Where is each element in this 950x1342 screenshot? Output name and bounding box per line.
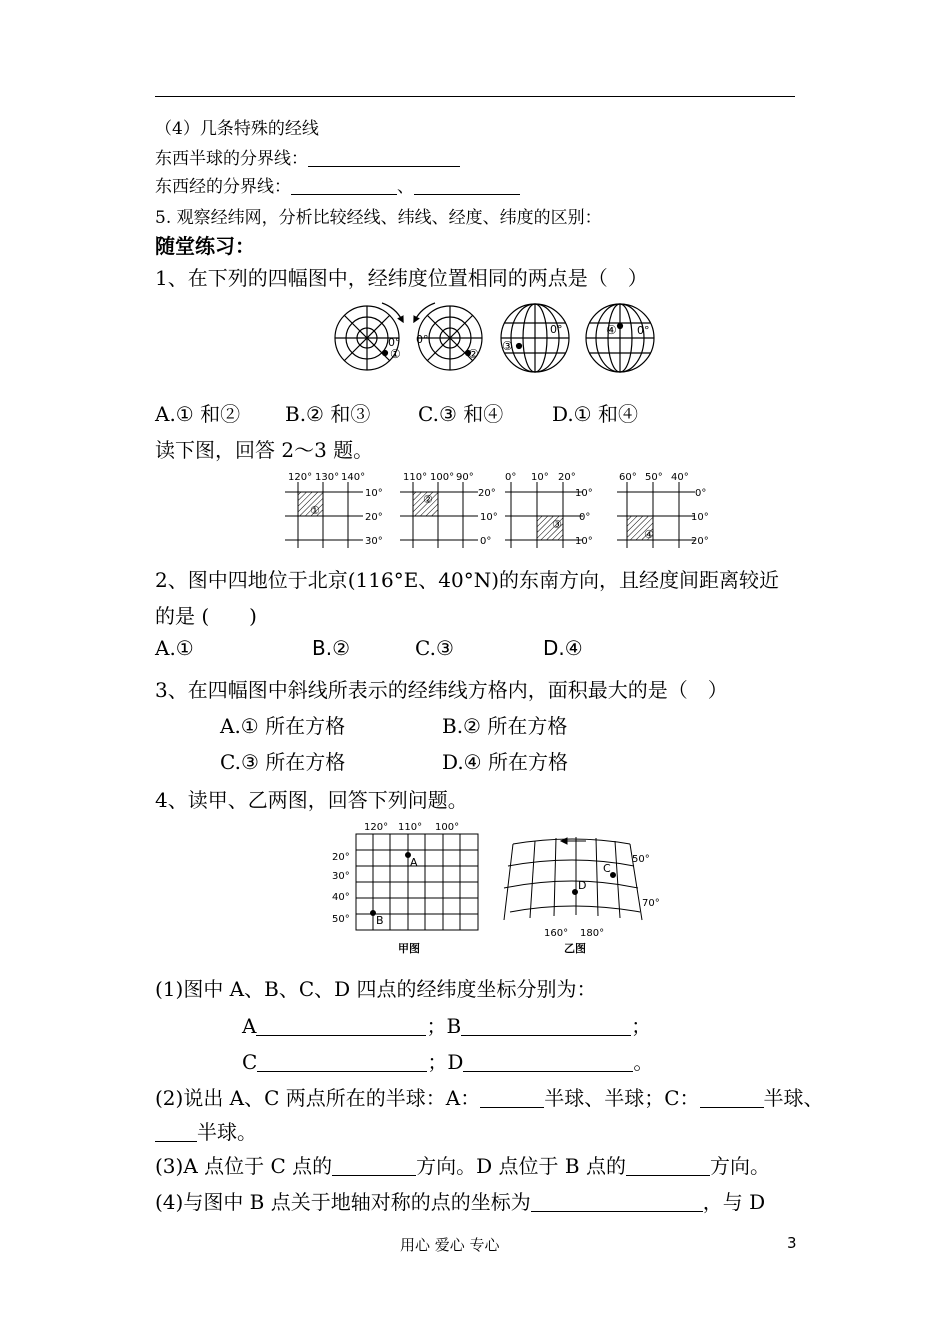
d2-zero: 0° [416,333,429,346]
jia-left-1: 30° [332,871,350,882]
q4-stem: 4、读甲、乙两图，回答下列问题。 [155,788,468,812]
q2-option-c[interactable]: C.③ [415,636,454,660]
grid2-mark: ② [423,493,433,506]
q4-p1-row1 [242,1010,651,1039]
footer-text: 用心 爱心 专心 [400,1236,500,1254]
grid3-mark: ③ [552,518,562,531]
q1-option-c[interactable]: C.③ 和④ [418,402,504,426]
d1-zero: 0° [388,336,401,349]
grid3-top-2: 20° [558,472,576,483]
jia-top-2: 100° [435,822,460,833]
section4-heading: （4）几条特殊的经线 [155,119,319,139]
q3-option-a[interactable]: A.① 所在方格 [220,714,346,738]
blank-p2-1[interactable] [480,1087,544,1108]
yi-caption: 乙图 [564,942,586,955]
jia-map [356,834,478,930]
grid3-right-2: 10° [575,536,593,547]
q4-p1: (1)图中 A、B、C、D 四点的经纬度坐标分别为： [155,977,597,1001]
section4-line2 [155,172,520,197]
d3-mark: ③ [502,339,513,353]
point-b-label: B [376,914,384,927]
blank-b[interactable] [461,1015,631,1036]
globe-diagram-3 [501,304,569,372]
grid1-right-0: 10° [365,488,383,499]
q3-stem: 3、在四幅图中斜线所表示的经纬线方格内，面积最大的是（ ） [155,678,728,702]
q3-option-d[interactable]: D.④ 所在方格 [442,750,568,774]
p4-a: (4)与图中 B 点关于地轴对称的点的坐标为 [155,1190,531,1214]
grid4-mark: ④ [644,528,654,541]
yi-bottom-0: 160° [544,928,569,939]
grid3-right-0: 10° [575,488,593,499]
blank-p2-2[interactable] [700,1087,764,1108]
q4-figure [328,818,668,960]
grid2-right-2: 0° [480,536,492,547]
blank-p3-2[interactable] [626,1155,710,1176]
grid1-right-1: 20° [365,512,383,523]
q4-p2-line2 [155,1116,257,1145]
grid2-top-2: 90° [456,472,474,483]
point-c-label: C [603,862,611,875]
q1-option-a[interactable]: A.① 和② [155,402,241,426]
yi-bottom-1: 180° [580,928,605,939]
p2-d: 半球。 [197,1120,257,1144]
grid4-right-1: 10° [691,512,709,523]
jia-top-1: 110° [398,822,423,833]
p2-a: (2)说出 A、C 两点所在的半球：A： [155,1086,481,1110]
p4-b: ，与 D [702,1190,766,1214]
yi-right-0: 50° [632,854,650,865]
blank-1[interactable] [308,149,460,167]
end-mark: 。 [633,1050,654,1074]
grid1-right-2: 30° [365,536,383,547]
jia-left-3: 50° [332,914,350,925]
grid4-top-0: 60° [619,472,637,483]
d2-mark: ② [468,347,479,361]
line2-text: 东西经的分界线： [155,177,291,197]
page-number: 3 [787,1234,797,1252]
q4-p1-row2 [242,1046,653,1075]
q4-p2 [155,1082,824,1111]
blank-p4[interactable] [531,1191,703,1212]
grid1-top-1: 130° [315,472,340,483]
semi-3: ； [427,1050,448,1074]
grid3-top-1: 10° [531,472,549,483]
q1-option-d[interactable]: D.① 和④ [552,402,638,426]
p2-b: 半球、半球；C： [544,1086,700,1110]
grid1-mark: ① [310,504,320,517]
d4-zero: 0° [637,324,650,337]
grid-4 [617,472,709,548]
blank-3[interactable] [414,177,520,195]
section4-line1 [155,144,460,169]
q3-option-b[interactable]: B.② 所在方格 [442,714,568,738]
jia-caption: 甲图 [398,942,420,955]
q2-option-b[interactable]: B.② [312,636,351,660]
q4-p4 [155,1186,765,1215]
q2-grids-figure [280,468,720,552]
grid4-top-1: 50° [645,472,663,483]
q2-option-d[interactable]: D.④ [543,636,583,660]
yi-map [504,837,642,920]
line2-sep: 、 [397,177,414,197]
grid3-top-0: 0° [505,472,517,483]
q1-option-b[interactable]: B.② 和③ [285,402,371,426]
grid-2 [400,472,498,548]
q2-stem-line2: 的是 ( ) [155,604,257,628]
grid4-top-2: 40° [671,472,689,483]
grid1-top-2: 140° [341,472,366,483]
blank-d[interactable] [463,1051,633,1072]
line1-text: 东西半球的分界线： [155,149,308,169]
label-b: B [446,1014,462,1038]
jia-left-0: 20° [332,852,350,863]
grid2-top-0: 110° [403,472,428,483]
q1-stem: 1、在下列的四幅图中，经纬度位置相同的两点是（ ） [155,266,648,290]
p2-c: 半球、 [763,1086,824,1110]
d4-mark: ④ [606,323,617,337]
header-rule [155,96,795,97]
q2-option-a[interactable]: A.① [155,636,194,660]
d3-zero: 0° [550,323,563,336]
p3-b: 方向。D 点位于 B 点的 [416,1154,626,1178]
q2-stem-line1: 2、图中四地位于北京(116°E、40°N)的东南方向，且经度间距离较近 [155,568,780,592]
blank-p2-3[interactable] [155,1121,197,1142]
p3-a: (3)A 点位于 C 点的 [155,1154,333,1178]
grid2-right-1: 10° [480,512,498,523]
grid4-right-0: 0° [695,488,707,499]
point-a-label: A [410,856,418,869]
semi-2: ； [631,1014,652,1038]
jia-top-0: 120° [364,822,389,833]
jia-left-2: 40° [332,892,350,903]
practice-title: 随堂练习： [155,234,255,258]
grid-1 [285,472,383,548]
q3-option-c[interactable]: C.③ 所在方格 [220,750,346,774]
grid4-right-2: 20° [691,536,709,547]
blank-2[interactable] [291,177,397,195]
grid3-right-1: 0° [579,512,591,523]
grid1-top-0: 120° [288,472,313,483]
grid2-right-0: 20° [478,488,496,499]
d1-mark: ① [390,347,401,361]
label-c: C [242,1050,258,1074]
p3-c: 方向。 [709,1154,770,1178]
q4-p3 [155,1150,770,1179]
item5-text: 5. 观察经纬网，分析比较经线、纬线、经度、纬度的区别： [155,208,602,228]
yi-right-1: 70° [642,898,660,909]
point-d-label: D [578,879,587,892]
blank-p3-1[interactable] [332,1155,416,1176]
label-a: A [242,1014,257,1038]
globe-diagram-4 [586,304,654,372]
grid2-top-1: 100° [430,472,455,483]
blank-a[interactable] [256,1015,426,1036]
semi-1: ； [426,1014,447,1038]
label-d: D [447,1050,464,1074]
blank-c[interactable] [257,1051,427,1072]
grid-3 [505,472,593,548]
read-instruction: 读下图，回答 2～3 题。 [155,438,374,462]
q1-figure [330,298,670,380]
